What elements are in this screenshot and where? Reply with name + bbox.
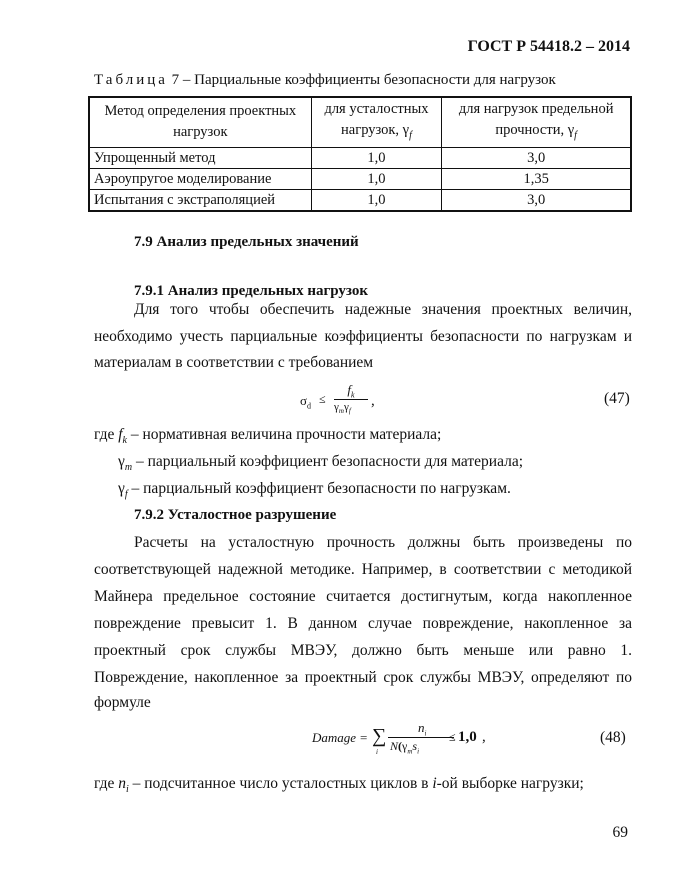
row-method: Испытания с экстраполяцией — [89, 189, 311, 211]
paragraph-line: Для того чтобы обеспечить надежные значения проектных величин, — [134, 301, 632, 318]
table-row — [89, 189, 631, 211]
paragraph-line: повреждение превысит 1. В данном случае повреждение, накопленное за — [94, 615, 632, 632]
where-fk: где $f_k$ – нормативная величина прочности материала; — [94, 426, 442, 447]
equation-number-48: (48) — [600, 729, 626, 746]
table-row — [89, 147, 631, 168]
table-caption — [94, 72, 556, 89]
row-fatigue: 1,0 — [311, 168, 442, 189]
fraction-bar — [388, 737, 454, 738]
row-method: Аэроупругое моделирование — [89, 168, 311, 189]
heading-7-9-2: 7.9.2 Усталостное разрушение — [134, 507, 337, 523]
row-ultimate: 1,35 — [442, 168, 631, 189]
row-ultimate: 3,0 — [442, 189, 631, 211]
table-header-row — [89, 97, 631, 147]
header-ultimate: для нагрузок предельной прочности, $\gamma_f$ — [442, 97, 631, 147]
header-fatigue: для усталостных нагрузок, $\gamma_f$ — [311, 97, 442, 147]
table-caption-label: Таблица — [94, 72, 168, 88]
page-number: 69 — [612, 824, 628, 841]
row-ultimate: 3,0 — [442, 147, 631, 168]
paragraph-line: проектный срок службы МВЭУ, должно быть меньше или равно 1. — [94, 642, 632, 659]
safety-factors-table — [88, 96, 632, 212]
paragraph-line: Майнера предельное состояние считается достигнутым, когда накопленное — [94, 588, 632, 605]
paragraph-line: формуле — [94, 694, 151, 711]
paragraph-line: соответствующей надежной методике. Например, в соответствии с методикой — [94, 561, 632, 578]
equation-number-47: (47) — [604, 390, 630, 407]
where-gamma-f: $\gamma_f$ – парциальный коэффициент безопасности по нагрузкам. — [118, 480, 511, 501]
document-header: ГОСТ Р 54418.2 – 2014 — [467, 38, 630, 55]
row-fatigue: 1,0 — [311, 189, 442, 211]
paragraph-line: материалам в соответствии с требованием — [94, 354, 374, 371]
row-method: Упрощенный метод — [89, 147, 311, 168]
paragraph-line: необходимо учесть парциальные коэффициенты безопасности по нагрузкам и — [94, 328, 632, 345]
paragraph-line: Расчеты на усталостную прочность должны быть произведены по — [134, 534, 632, 551]
heading-7-9-1: 7.9.1 Анализ предельных нагрузок — [134, 283, 369, 299]
table-row — [89, 168, 631, 189]
table-caption-text: 7 – Парциальные коэффициенты безопасности для нагрузок — [167, 72, 556, 88]
fraction-bar — [334, 399, 368, 400]
where-gamma-m: $\gamma_m$ – парциальный коэффициент безопасности для материала; — [118, 453, 524, 474]
row-fatigue: 1,0 — [311, 147, 442, 168]
heading-7-9: 7.9 Анализ предельных значений — [134, 234, 359, 250]
header-method: Метод определения проектных нагрузок — [89, 97, 311, 147]
paragraph-line: Повреждение, накопленное за проектный срок службы МВЭУ, определяют по — [94, 669, 632, 686]
formula-47: $\sigma_d$ ≤ $f_k$ $\gamma_m\gamma_f$ , — [300, 382, 375, 416]
where-ni: где $n_i$ – подсчитанное число усталостных циклов в i-ой выборке нагрузки; — [94, 775, 584, 796]
formula-48: Damage = ∑ i $n_i$ $N(\gamma_ms_i$ ≤ 1,0 , — [312, 720, 486, 756]
